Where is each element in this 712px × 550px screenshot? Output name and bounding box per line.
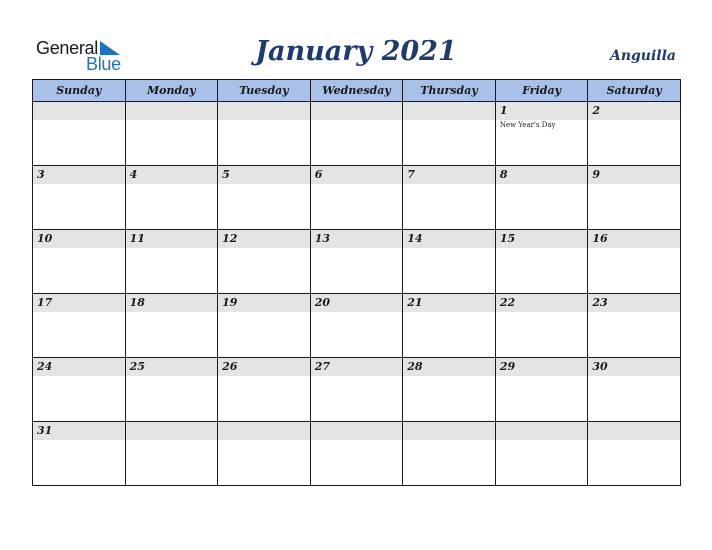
day-number: 1 (496, 102, 588, 120)
day-cell (588, 102, 681, 166)
day-cell (125, 358, 218, 422)
calendar-grid (32, 79, 681, 486)
day-number: 12 (218, 230, 310, 248)
day-number: 31 (33, 422, 125, 440)
day-number: 27 (311, 358, 403, 376)
day-number: 7 (403, 166, 495, 184)
day-number: 8 (496, 166, 588, 184)
week-row (33, 294, 681, 358)
day-number: 14 (403, 230, 495, 248)
day-number: 20 (311, 294, 403, 312)
day-cell (125, 102, 218, 166)
day-cell (310, 166, 403, 230)
day-cell (218, 102, 311, 166)
day-number: 11 (126, 230, 218, 248)
day-number: 21 (403, 294, 495, 312)
day-number (403, 422, 495, 440)
day-number (126, 102, 218, 120)
day-cell (403, 294, 496, 358)
day-number (218, 422, 310, 440)
week-row (33, 422, 681, 486)
day-number: 3 (33, 166, 125, 184)
week-row (33, 358, 681, 422)
day-number: 4 (126, 166, 218, 184)
day-cell (310, 294, 403, 358)
day-cell (403, 102, 496, 166)
day-cell (403, 422, 496, 486)
day-cell (218, 294, 311, 358)
day-cell (33, 230, 126, 294)
day-number: 18 (126, 294, 218, 312)
weekday-header: Wednesday (310, 80, 403, 102)
day-cell (33, 358, 126, 422)
day-cell (218, 358, 311, 422)
day-cell (218, 230, 311, 294)
week-row (33, 102, 681, 166)
day-cell (403, 166, 496, 230)
day-number (588, 422, 680, 440)
day-cell (403, 230, 496, 294)
weekday-header: Thursday (403, 80, 496, 102)
day-number: 29 (496, 358, 588, 376)
day-cell (310, 102, 403, 166)
weekday-header: Friday (495, 80, 588, 102)
day-cell (495, 422, 588, 486)
day-number (403, 102, 495, 120)
day-cell (495, 230, 588, 294)
day-cell (218, 166, 311, 230)
day-cell (588, 294, 681, 358)
day-number: 10 (33, 230, 125, 248)
day-cell (310, 358, 403, 422)
weekday-header: Saturday (588, 80, 681, 102)
day-cell (403, 358, 496, 422)
day-cell (495, 358, 588, 422)
day-number: 26 (218, 358, 310, 376)
holiday-label: New Year's Day (499, 121, 556, 129)
day-cell (33, 422, 126, 486)
day-cell (588, 422, 681, 486)
day-cell (310, 230, 403, 294)
day-number: 28 (403, 358, 495, 376)
day-number (311, 102, 403, 120)
logo-word-blue: Blue (86, 54, 121, 74)
day-number (33, 102, 125, 120)
day-number: 2 (588, 102, 680, 120)
day-number: 17 (33, 294, 125, 312)
day-cell (495, 166, 588, 230)
day-number (126, 422, 218, 440)
day-number: 6 (311, 166, 403, 184)
day-cell (588, 166, 681, 230)
day-cell (125, 422, 218, 486)
weekday-header: Monday (125, 80, 218, 102)
weekday-header-row (33, 80, 681, 102)
day-number: 22 (496, 294, 588, 312)
day-number: 5 (218, 166, 310, 184)
day-number (311, 422, 403, 440)
day-cell (33, 102, 126, 166)
day-number: 24 (33, 358, 125, 376)
day-cell (33, 166, 126, 230)
weekday-header: Sunday (33, 80, 126, 102)
day-cell (125, 230, 218, 294)
day-number: 13 (311, 230, 403, 248)
day-cell (33, 294, 126, 358)
day-cell (125, 294, 218, 358)
day-number (496, 422, 588, 440)
day-cell (588, 358, 681, 422)
logo-word-general: General (36, 38, 98, 58)
day-cell (310, 422, 403, 486)
day-number: 23 (588, 294, 680, 312)
week-row (33, 230, 681, 294)
day-cell (495, 102, 588, 166)
day-number (218, 102, 310, 120)
day-number: 9 (588, 166, 680, 184)
calendar-title: January 2021 (255, 36, 457, 67)
day-number: 19 (218, 294, 310, 312)
day-cell (218, 422, 311, 486)
day-number: 30 (588, 358, 680, 376)
weekday-header: Tuesday (218, 80, 311, 102)
day-cell (495, 294, 588, 358)
country-label: Anguilla (609, 48, 676, 64)
week-row (33, 166, 681, 230)
day-cell (588, 230, 681, 294)
day-cell (125, 166, 218, 230)
day-number: 15 (496, 230, 588, 248)
day-number: 16 (588, 230, 680, 248)
day-number: 25 (126, 358, 218, 376)
